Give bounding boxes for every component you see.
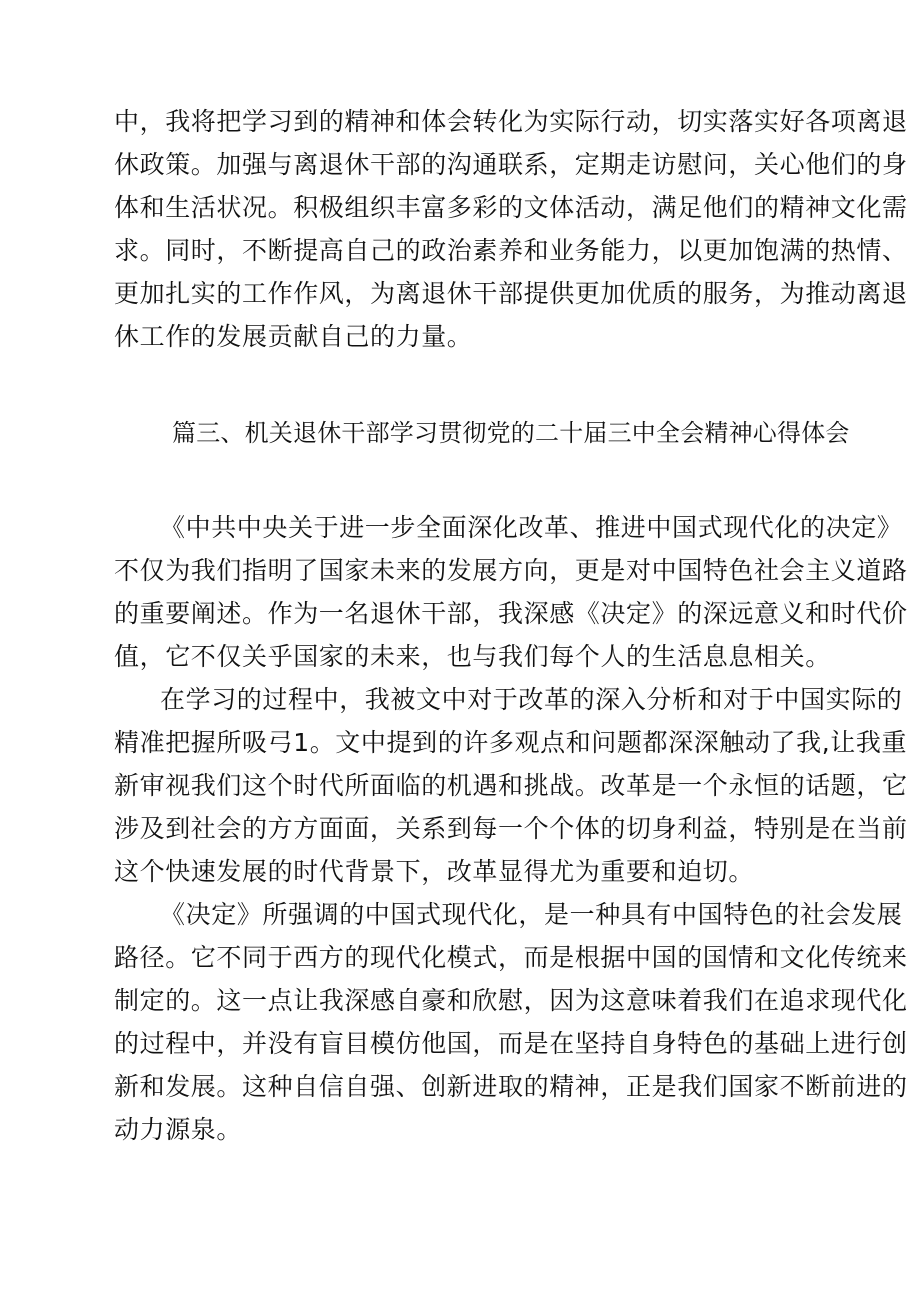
section-heading: 篇三、机关退休干部学习贯彻党的二十届三中全会精神心得体会 <box>172 419 850 447</box>
paragraph-3-line: 动力源泉。 <box>114 1115 243 1144</box>
prev-paragraph-line: 休工作的发展贡献自己的力量。 <box>114 322 473 351</box>
paragraph-2-line: 精准把握所吸弓1。文中提到的许多观点和问题都深深触动了我,让我重 <box>114 728 908 757</box>
paragraph-3-line: 路径。它不同于西方的现代化模式，而是根据中国的国情和文化传统来 <box>114 943 908 972</box>
paragraph-1-line: 《中共中央关于进一步全面深化改革、推进中国式现代化的决定》 <box>160 513 903 542</box>
prev-paragraph-line: 休政策。加强与离退休干部的沟通联系，定期走访慰问，关心他们的身 <box>114 150 908 179</box>
paragraph-1-line: 不仅为我们指明了国家未来的发展方向，更是对中国特色社会主义道路 <box>114 556 908 585</box>
paragraph-1-line: 值，它不仅关乎国家的未来，也与我们每个人的生活息息相关。 <box>114 642 831 671</box>
prev-paragraph-line: 更加扎实的工作作风，为离退休干部提供更加优质的服务，为推动离退 <box>114 279 908 308</box>
paragraph-2-line: 这个快速发展的时代背景下，改革显得尤为重要和迫切。 <box>114 857 755 886</box>
paragraph-1-line: 的重要阐述。作为一名退休干部，我深感《决定》的深远意义和时代价 <box>114 599 908 628</box>
paragraph-2-line: 涉及到社会的方方面面，关系到每一个个体的切身利益，特别是在当前 <box>114 814 908 843</box>
paragraph-3-line: 的过程中，并没有盲目模仿他国，而是在坚持自身特色的基础上进行创 <box>114 1029 908 1058</box>
prev-paragraph-line: 求。同时，不断提高自己的政治素养和业务能力，以更加饱满的热情、 <box>114 236 908 265</box>
paragraph-3-line: 新和发展。这种自信自强、创新进取的精神，正是我们国家不断前进的 <box>114 1072 908 1101</box>
paragraph-3-line: 《决定》所强调的中国式现代化，是一种具有中国特色的社会发展 <box>160 900 903 929</box>
prev-paragraph-line: 体和生活状况。积极组织丰富多彩的文体活动，满足他们的精神文化需 <box>114 193 908 222</box>
paragraph-2-line: 在学习的过程中，我被文中对于改革的深入分析和对于中国实际的 <box>160 685 903 714</box>
paragraph-2-line: 新审视我们这个时代所面临的机遇和挑战。改革是一个永恒的话题，它 <box>114 771 908 800</box>
prev-paragraph-line: 中，我将把学习到的精神和体会转化为实际行动，切实落实好各项离退 <box>114 107 908 136</box>
paragraph-3-line: 制定的。这一点让我深感自豪和欣慰，因为这意味着我们在追求现代化 <box>114 986 908 1015</box>
